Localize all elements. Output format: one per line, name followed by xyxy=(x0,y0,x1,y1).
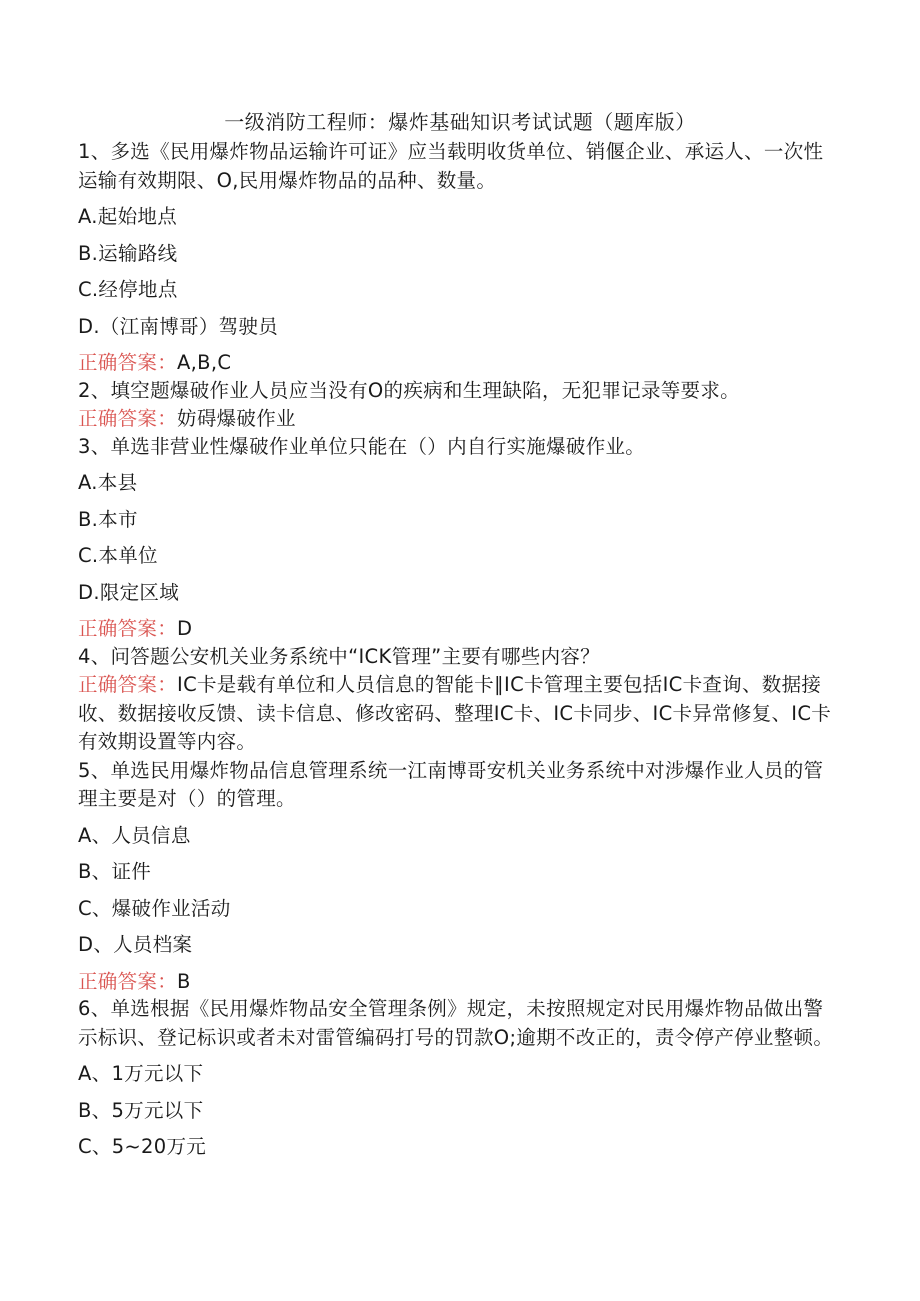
answer-label: 正确答案： xyxy=(78,969,178,993)
answer-label: 正确答案： xyxy=(78,407,178,430)
question-list xyxy=(78,138,838,1166)
question-5-option-b: B、证件 xyxy=(78,860,152,883)
answer-label: 正确答案： xyxy=(78,673,178,696)
question-5-option-a: A、人员信息 xyxy=(78,823,191,847)
question-1-answer xyxy=(78,349,838,377)
question-6-text: 6、单选根据《民用爆炸物品安全管理条例》规定，未按照规定对民用爆炸物品做出警示标识、登记标识或者未对雷管编码打号的罚款O;逾期不改正的，责令停产停业整顿。 xyxy=(78,997,834,1049)
answer-value: IC卡是载有单位和人员信息的智能卡∥IC卡管理主要包括IC卡查询、数据接收、数据接收反馈、读卡信息、修改密码、整理IC卡、IC卡同步、IC卡异常修复、IC卡有效期设置等内容。 xyxy=(78,673,832,753)
answer-value: D xyxy=(177,617,193,640)
question-2-text: 2、填空题爆破作业人员应当没有O的疾病和生理缺陷，无犯罪记录等要求。 xyxy=(78,378,740,402)
question-3-answer xyxy=(78,615,838,643)
question-5-option-d: D、人员档案 xyxy=(78,933,193,956)
question-6-option-b: B、5万元以下 xyxy=(78,1098,204,1122)
answer-label: 正确答案： xyxy=(78,617,178,640)
answer-value: 妨碍爆破作业 xyxy=(177,407,296,430)
question-4-text: 4、问答题公安机关业务系统中“ICK管理”主要有哪些内容？ xyxy=(78,644,600,668)
question-1-option-c: C.经停地点 xyxy=(78,278,178,301)
question-6-option-c: C、5~20万元 xyxy=(78,1135,207,1158)
answer-label: 正确答案： xyxy=(78,351,178,374)
question-1-option-a: A.起始地点 xyxy=(78,205,177,228)
question-1-option-d: D.（江南博哥）驾驶员 xyxy=(78,314,279,338)
question-3-option-d: D.限定区域 xyxy=(78,580,180,604)
question-3-option-a: A.本县 xyxy=(78,471,138,494)
question-5-answer xyxy=(78,968,838,996)
question-4-answer xyxy=(78,671,838,757)
question-6-option-a: A、1万元以下 xyxy=(78,1062,204,1085)
question-3-option-b: B.本市 xyxy=(78,507,138,531)
question-5-text: 5、单选民用爆炸物品信息管理系统一江南博哥安机关业务系统中对涉爆作业人员的管理主要是对（）的管理。 xyxy=(78,758,824,810)
question-3-text: 3、单选非营业性爆破作业单位只能在（）内自行实施爆破作业。 xyxy=(78,434,646,458)
answer-value: B xyxy=(177,969,191,993)
question-2-answer xyxy=(78,405,838,433)
question-1-text: 1、多选《民用爆炸物品运输许可证》应当载明收货单位、销偃企业、承运人、一次性运输有效期限、O,民用爆炸物品的品种、数量。 xyxy=(78,140,824,192)
document-title: 一级消防工程师：爆炸基础知识考试试题（题库版） xyxy=(224,110,696,134)
question-5-option-c: C、爆破作业活动 xyxy=(78,896,231,920)
question-3-option-c: C.本单位 xyxy=(78,544,158,567)
answer-value: A,B,C xyxy=(177,351,232,374)
question-1-option-b: B.运输路线 xyxy=(78,241,178,265)
